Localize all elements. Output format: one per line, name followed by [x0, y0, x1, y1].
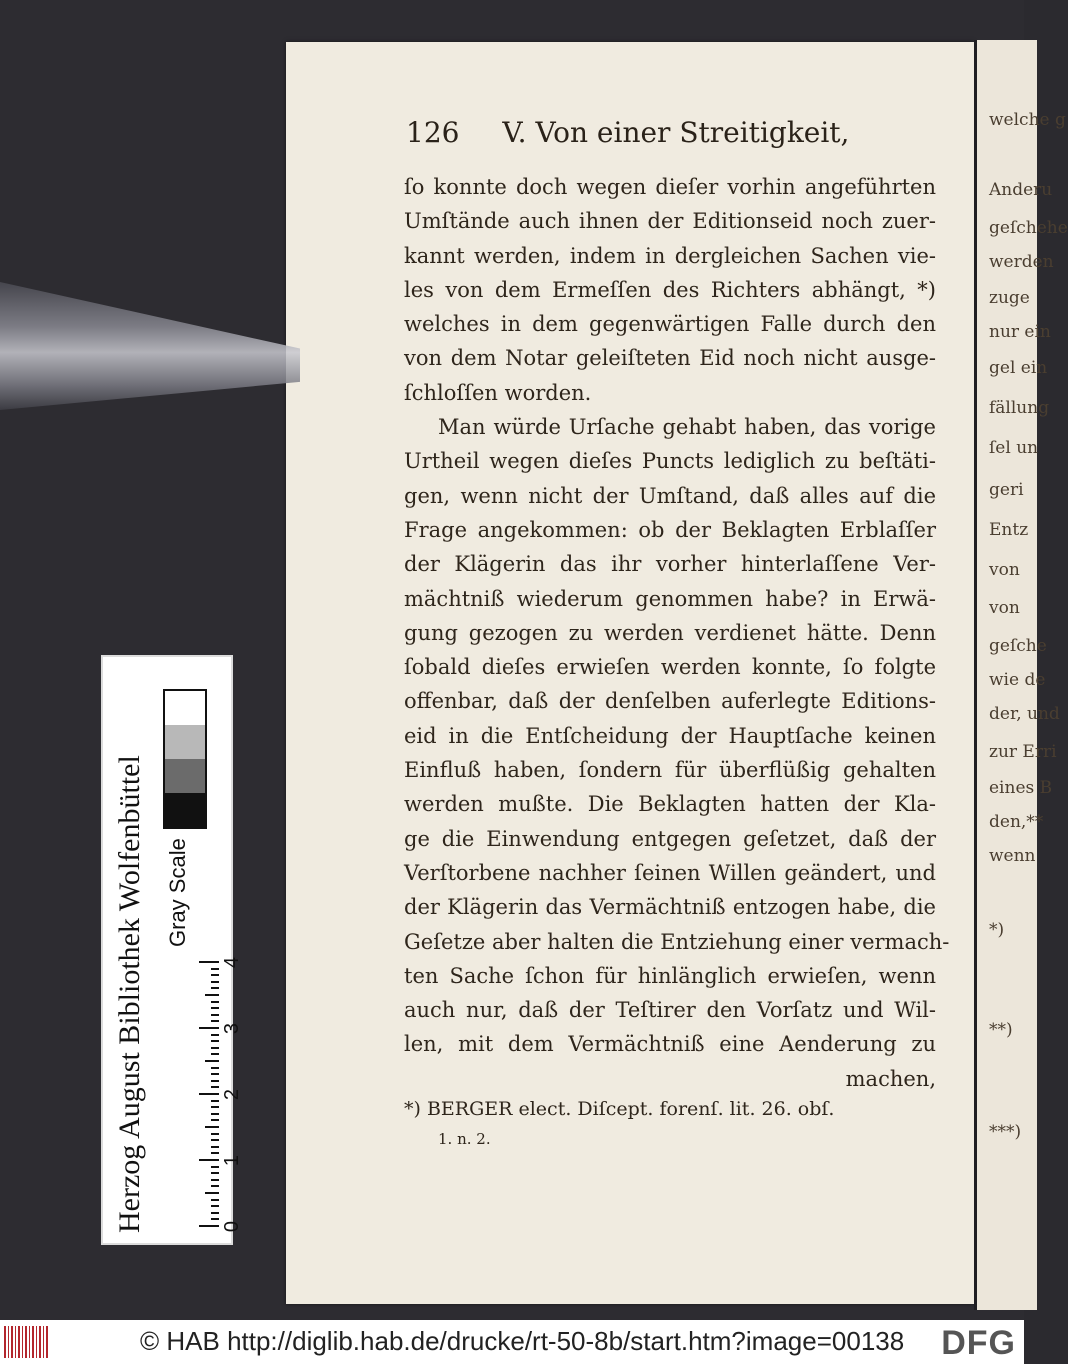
text-line: Umſtände auch ihnen der Editionseid noch zuer-: [404, 209, 936, 234]
adjacent-page-text: **): [989, 1020, 1013, 1040]
glass-weight: [0, 282, 300, 410]
adjacent-page-text: geri: [989, 480, 1024, 500]
text-line: machen,: [845, 1066, 936, 1091]
adjacent-page-edge: [974, 40, 1068, 1310]
text-line: der Klägerin das Vermächtniß entzogen habe, die: [404, 895, 936, 920]
ruler-tick: [211, 1053, 219, 1055]
ruler-tick: [211, 1199, 219, 1201]
ruler-tick: [205, 1192, 219, 1194]
adjacent-page-text: wie de: [989, 670, 1046, 690]
footnote-line: *) BERGER elect. Diſcept. forenſ. lit. 26. obſ.: [404, 1098, 835, 1120]
adjacent-page-text: den,**: [989, 812, 1044, 832]
text-line: ge die Einwendung entgegen geſetzet, daß der: [404, 826, 936, 851]
adjacent-page-text: werden: [989, 252, 1054, 272]
ruler-tick: [211, 1106, 219, 1108]
text-line: offenbar, daß der denſelben auferlegte Editions-: [404, 689, 936, 714]
ruler-tick: [211, 1146, 219, 1148]
ruler-tick: [205, 1126, 219, 1128]
adjacent-page-text: ſel un: [989, 438, 1039, 458]
ruler-tick: [205, 1060, 219, 1062]
ruler-tick: [211, 1212, 219, 1214]
gray-scale-label: Gray Scale: [165, 838, 190, 947]
text-line: gung gezogen zu werden verdienet hätte. Denn: [404, 620, 936, 645]
adjacent-page-text: *): [989, 920, 1005, 940]
text-line: Urtheil wegen dieſes Puncts lediglich zu beſtäti-: [404, 449, 936, 474]
adjacent-page-text: gel ein: [989, 358, 1048, 378]
ruler-tick: [211, 1139, 219, 1141]
adjacent-page-text: wenn: [989, 846, 1036, 866]
ruler-tick: [211, 1119, 219, 1121]
book-page: [286, 42, 974, 1304]
ruler-tick: [211, 1179, 219, 1181]
gray-scale-card: [101, 655, 244, 1245]
barcode-icon: [4, 1326, 48, 1358]
footnote-line: 1. n. 2.: [438, 1130, 491, 1148]
ruler-number: 0: [221, 1220, 244, 1233]
adjacent-page-text: welche g: [989, 110, 1066, 130]
adjacent-page-text: zur Erri: [989, 742, 1057, 762]
page-header: [406, 116, 849, 149]
dfg-logo: DFG: [941, 1324, 1016, 1362]
ruler-tick: [211, 1172, 219, 1174]
gray-scale-swatch: [163, 689, 207, 829]
footer-bar: [0, 1320, 1024, 1364]
library-name: Herzog August Bibliothek Wolfenbüttel: [113, 755, 146, 1233]
text-line: Geſetze aber halten die Entziehung einer vermach-: [404, 929, 950, 954]
ruler-tick: [211, 1086, 219, 1088]
adjacent-page-text: geſche: [989, 636, 1047, 656]
ruler-tick: [211, 1205, 219, 1207]
text-line: von dem Notar geleiſteten Eid noch nicht ausge-: [404, 346, 936, 371]
ruler-tick: [211, 1218, 219, 1220]
gray-level-patch: [165, 793, 205, 827]
ruler-tick: [211, 1152, 219, 1154]
footnote: [404, 1094, 936, 1154]
ruler-tick: [211, 1020, 219, 1022]
adjacent-page-text: nur ein: [989, 322, 1051, 342]
text-line: len, mit dem Vermächtniß eine Aenderung zu: [404, 1032, 936, 1057]
ruler-tick: [211, 1067, 219, 1069]
copyright-url[interactable]: © HAB http://diglib.hab.de/drucke/rt-50-8b/start.htm?image=00138: [140, 1326, 905, 1356]
ruler-tick: [199, 1093, 219, 1095]
adjacent-page-text: von: [989, 560, 1020, 580]
adjacent-page-text: fällung: [989, 398, 1050, 418]
ruler-number: 1: [221, 1154, 244, 1167]
text-line: eid in die Entſcheidung der Hauptſache keinen: [404, 723, 936, 748]
gray-level-patch: [165, 725, 205, 759]
ruler-tick: [199, 1159, 219, 1161]
text-line: kannt werden, indem in dergleichen Sachen vie-: [404, 243, 936, 268]
ruler-number: 3: [221, 1022, 244, 1035]
ruler-tick: [211, 1040, 219, 1042]
ruler: [161, 956, 244, 1233]
ruler-tick: [211, 1007, 219, 1009]
adjacent-page-text: Entz: [989, 520, 1029, 540]
text-line: welches in dem gegenwärtigen Falle durch den: [404, 312, 936, 337]
text-line: der Klägerin das ihr vorher hinterlaſſene Ver-: [404, 552, 936, 577]
running-head: V. Von einer Streitigkeit,: [502, 116, 850, 149]
gray-level-patch: [165, 691, 205, 725]
adjacent-page-text: der, und: [989, 704, 1060, 724]
text-line: gen, wenn nicht der Umſtand, daß alles auf die: [404, 483, 936, 508]
ruler-tick: [211, 1073, 219, 1075]
text-line: Verſtorbene nachher ſeinen Willen geändert, und: [404, 860, 936, 885]
text-line: ten Sache ſchon für hinlänglich erwieſen, wenn: [404, 963, 936, 988]
page-number: 126: [406, 116, 460, 149]
text-line: auch nur, daß der Teſtirer den Vorſatz und Wil-: [404, 998, 936, 1023]
ruler-tick: [211, 981, 219, 983]
ruler-number: 2: [221, 1088, 244, 1101]
ruler-tick: [211, 1185, 219, 1187]
text-line: ſo konnte doch wegen dieſer vorhin angeführten: [404, 175, 936, 199]
ruler-tick: [211, 987, 219, 989]
page-body: [404, 170, 950, 1096]
ruler-tick: [211, 968, 219, 970]
text-line: werden mußte. Die Beklagten hatten der Kla-: [404, 792, 936, 817]
adjacent-page-text: von: [989, 598, 1020, 618]
ruler-tick: [211, 1014, 219, 1016]
ruler-tick: [211, 1113, 219, 1115]
adjacent-page-text: zuge: [989, 288, 1030, 308]
adjacent-page-text: Anderu: [989, 180, 1053, 200]
text-line: Frage angekommen: ob der Beklagten Erblaſſer: [404, 517, 936, 542]
ruler-tick: [211, 1047, 219, 1049]
ruler-tick: [199, 961, 219, 963]
ruler-tick: [211, 1100, 219, 1102]
ruler-number: 4: [221, 956, 244, 969]
ruler-tick: [205, 994, 219, 996]
text-line: Man würde Urſache gehabt haben, das vorige: [438, 415, 936, 440]
adjacent-page-text: eines B: [989, 778, 1053, 798]
adjacent-page-text: ***): [989, 1122, 1022, 1142]
ruler-tick: [211, 1034, 219, 1036]
text-line: les von dem Ermeſſen des Richters abhängt, *): [404, 277, 936, 302]
ruler-tick: [199, 1027, 219, 1029]
ruler-tick: [211, 1001, 219, 1003]
ruler-tick: [211, 974, 219, 976]
text-line: ſchloſſen worden.: [404, 380, 592, 405]
gray-level-patch: [165, 759, 205, 793]
text-line: mächtniß wiederum genommen habe? in Erwä-: [404, 586, 936, 611]
ruler-tick: [211, 1166, 219, 1168]
adjacent-page-text: geſchehe: [989, 218, 1068, 238]
ruler-tick: [211, 1080, 219, 1082]
ruler-tick: [211, 1133, 219, 1135]
ruler-tick: [199, 1225, 219, 1227]
text-line: Einfluß haben, ſondern für überflüßig gehalten: [404, 758, 936, 783]
text-line: ſobald dieſes erwieſen werden konnte, ſo folgte: [404, 655, 936, 680]
